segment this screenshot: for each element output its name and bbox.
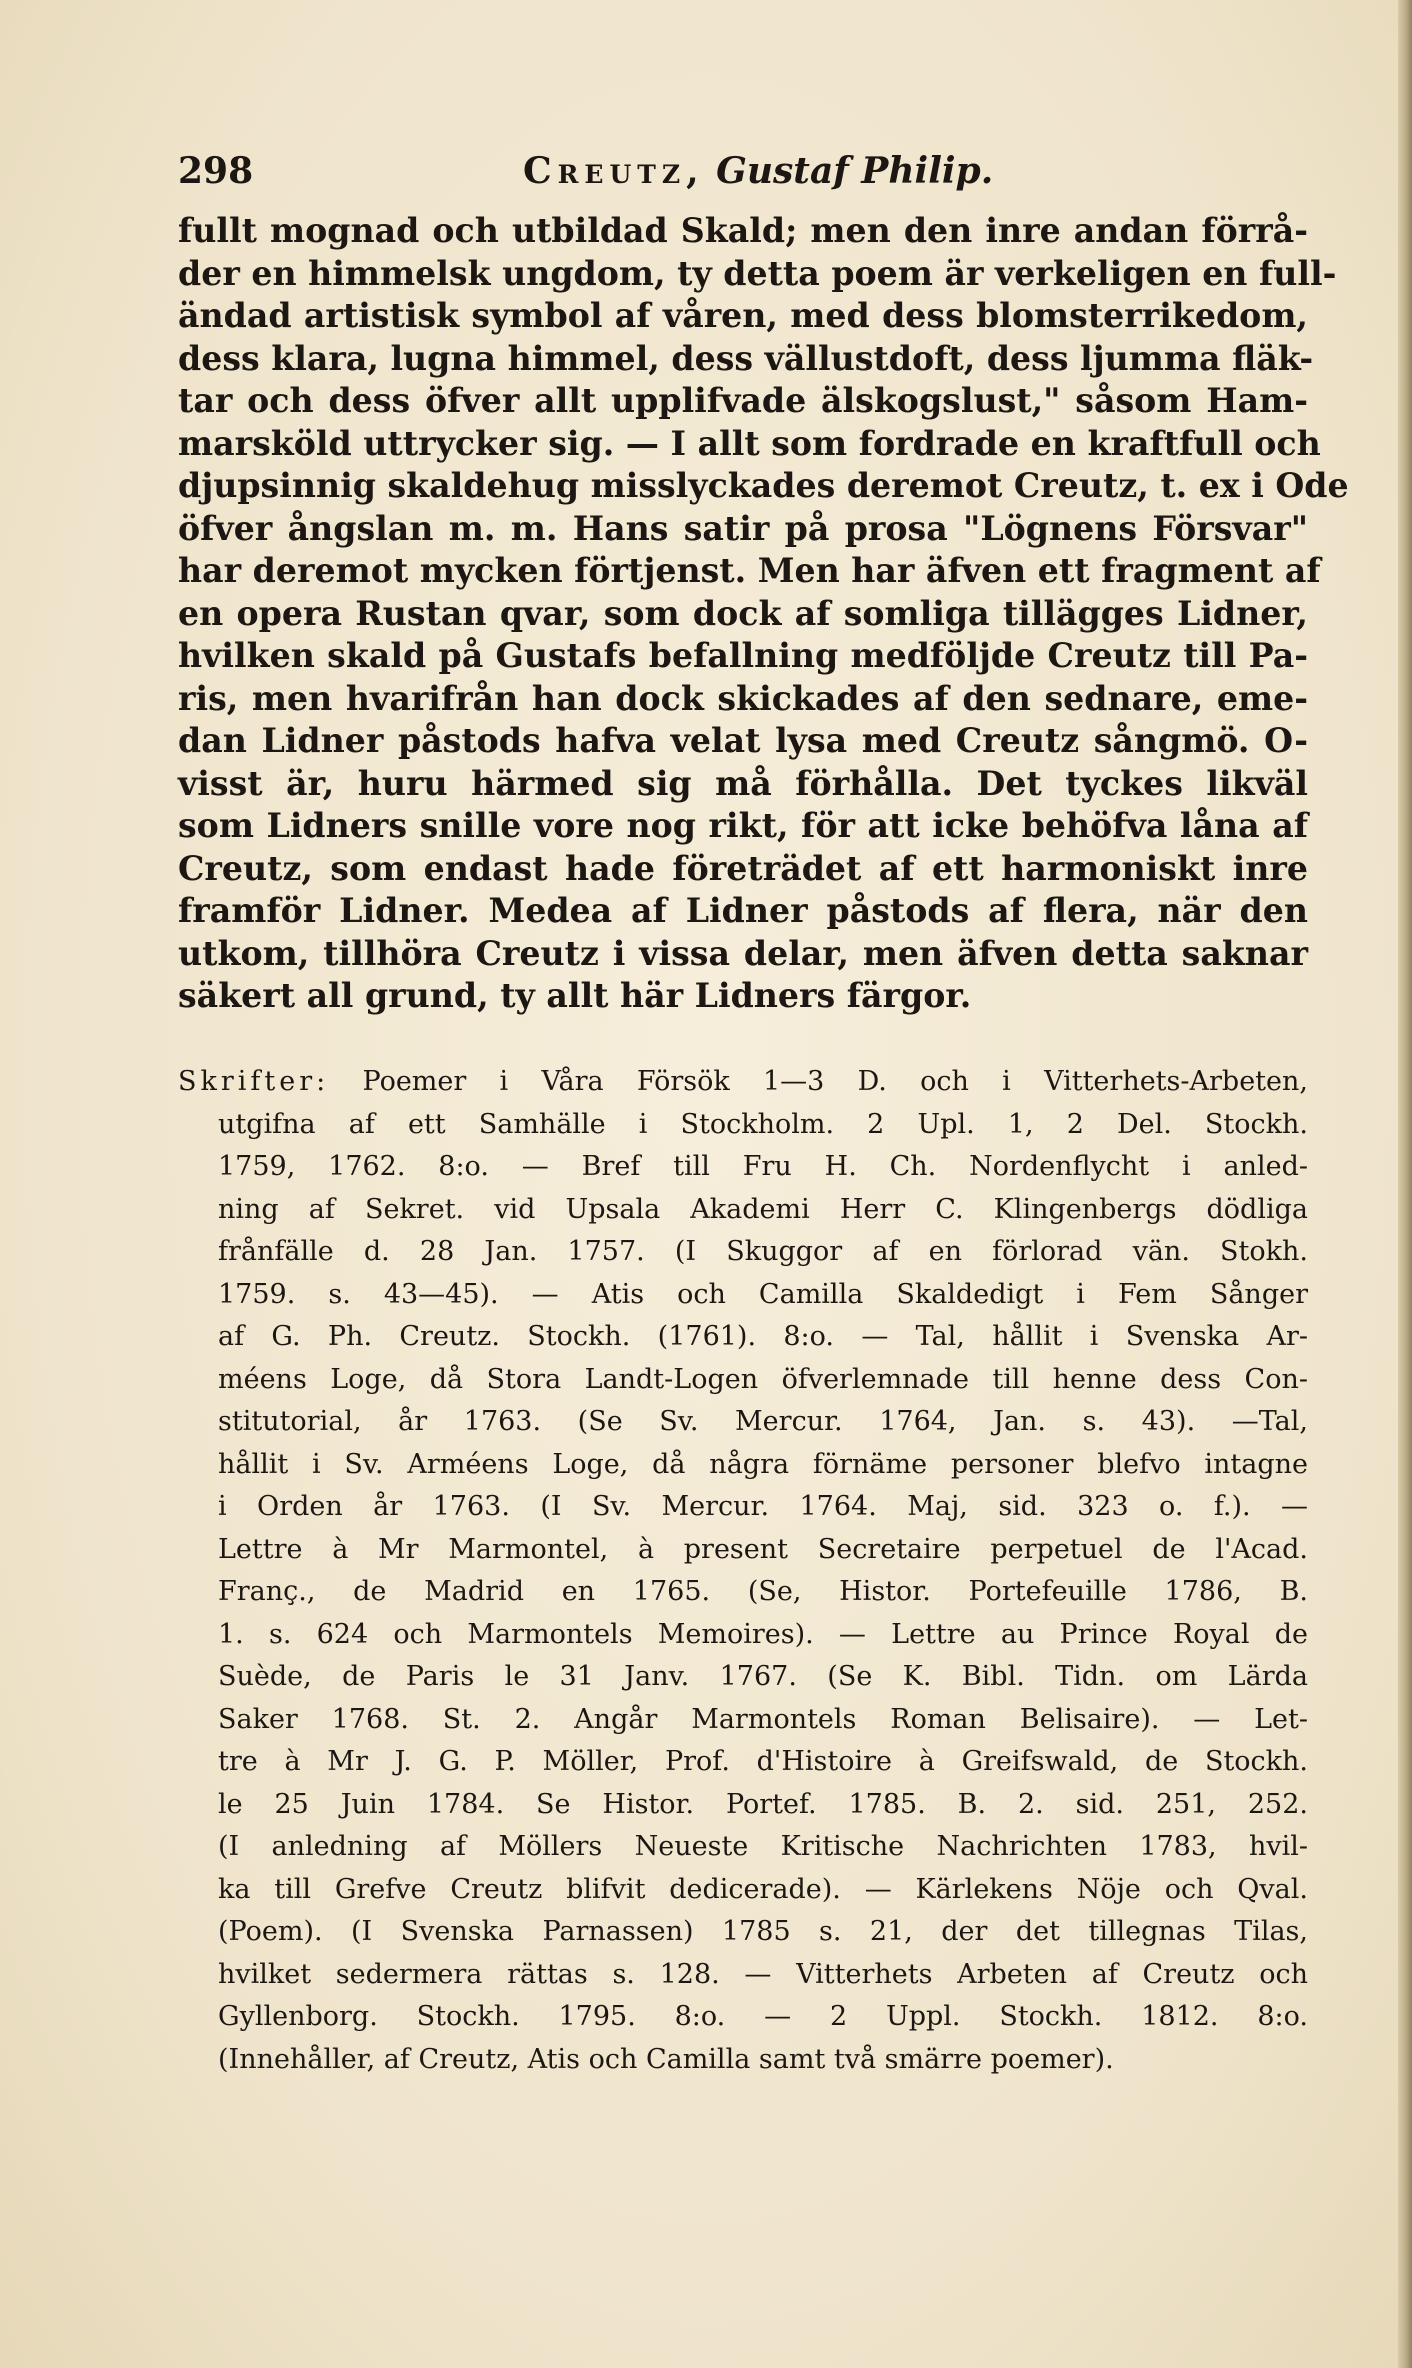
writings-line: tre à Mr J. G. P. Möller, Prof. d'Histoire à Greifswald, de Stockh. [218,1746,1308,1777]
writings-line: hvilket sedermera rättas s. 128. — Vitterhets Arbeten af Creutz och [218,1958,1308,1990]
writings-line: Suède, de Paris le 31 Janv. 1767. (Se K. Bibl. Tidn. om Lärda [218,1661,1308,1692]
text-line: fullt mognad och utbildad Skald; men den inre andan förrå- [178,211,1308,250]
writings-line: ka till Grefve Creutz blifvit dedicerade). — Kärlekens Nöje och Qval. [218,1873,1308,1905]
text-line: säkert all grund, ty allt här Lidners färgor. [178,976,972,1015]
page-number: 298 [178,150,254,192]
text-line: framför Lidner. Medea af Lidner påstods af flera, när den [178,891,1308,930]
writings-line: 1759. s. 43—45). — Atis och Camilla Skaldedigt i Fem Sånger [218,1278,1308,1310]
writings-line: Gyllenborg. Stockh. 1795. 8:o. — 2 Uppl. Stockh. 1812. 8:o. [218,2001,1308,2032]
running-title [523,150,993,192]
writings-label: Skrifter: [178,1066,330,1097]
text-line: dan Lidner påstods hafva velat lysa med Creutz sångmö. O- [178,721,1308,760]
text-line: öfver ångslan m. m. Hans satir på prosa "Lögnens Försvar" [178,508,1308,548]
text-line: som Lidners snille vore nog rikt, för att icke behöfva låna af [178,806,1308,845]
page-edge [1398,0,1412,2368]
writings-line: 1759, 1762. 8:o. — Bref till Fru H. Ch. Nordenflycht i anled- [218,1151,1308,1182]
text-line: utkom, tillhöra Creutz i vissa delar, men äfven detta saknar [178,933,1308,973]
text-line: en opera Rustan qvar, som dock af somliga tillägges Lidner, [178,593,1308,633]
writings-first-line-text: Poemer i Våra Försök 1—3 D. och i Vitterhets-Arbeten, [362,1066,1308,1097]
writings-line: (Innehåller, af Creutz, Atis och Camilla samt två smärre poemer). [218,2043,1114,2075]
writings-line: méens Loge, då Stora Landt-Logen öfverlemnade till henne dess Con- [218,1363,1308,1395]
writings-line: Lettre à Mr Marmontel, à present Secretaire perpetuel de l'Acad. [218,1533,1308,1565]
writings-line: le 25 Juin 1784. Se Histor. Portef. 1785. B. 2. sid. 251, 252. [218,1788,1308,1820]
writings-line: hållit i Sv. Arméens Loge, då några förnäme personer blefvo intagne [218,1448,1308,1480]
writings-line: af G. Ph. Creutz. Stockh. (1761). 8:o. — Tal, hållit i Svenska Ar- [218,1321,1308,1352]
writings-line: frånfälle d. 28 Jan. 1757. (I Skuggor af en förlorad vän. Stokh. [218,1236,1308,1267]
writings-line: stitutorial, år 1763. (Se Sv. Mercur. 1764, Jan. s. 43). —Tal, [218,1406,1308,1437]
text-line: der en himmelsk ungdom, ty detta poem är verkeligen en full- [178,253,1337,293]
writings-line: utgifna af ett Samhälle i Stockholm. 2 Upl. 1, 2 Del. Stockh. [218,1108,1308,1140]
text-line: dess klara, lugna himmel, dess vällustdoft, dess ljumma fläk- [178,338,1314,378]
text-line: har deremot mycken förtjenst. Men har äfven ett fragment af [178,551,1321,590]
text-line: visst är, huru härmed sig må förhålla. Det tyckes likväl [178,763,1308,803]
writings-line: 1. s. 624 och Marmontels Memoires). — Lettre au Prince Royal de [218,1618,1308,1650]
text-line: ris, men hvarifrån han dock skickades af den sednare, eme- [178,678,1308,718]
writings-line: (Poem). (I Svenska Parnassen) 1785 s. 21, der det tillegnas Tilas, [218,1916,1308,1947]
text-line: djupsinnig skaldehug misslyckades deremot Creutz, t. ex i Ode [178,466,1349,505]
writings-line: (I anledning af Möllers Neueste Kritische Nachrichten 1783, hvil- [218,1831,1308,1862]
text-line: ändad artistisk symbol af våren, med dess blomsterrikedom, [178,296,1308,335]
writings-line: Franç., de Madrid en 1765. (Se, Histor. Portefeuille 1786, B. [218,1576,1308,1607]
main-paragraph [178,210,1349,1018]
writings-first-line [178,1061,1308,1104]
running-title-subject: Gustaf Philip. [716,150,994,192]
text-line: tar och dess öfver allt upplifvade älskogslust," såsom Ham- [178,381,1308,420]
writings-line: i Orden år 1763. (I Sv. Mercur. 1764. Maj, sid. 323 o. f.). — [218,1491,1308,1522]
text-line: Creutz, som endast hade företrädet af ett harmoniskt inre [178,848,1308,888]
text-line: hvilken skald på Gustafs befallning medföljde Creutz till Pa- [178,636,1308,675]
writings-line: Saker 1768. St. 2. Angår Marmontels Roman Belisaire). — Let- [218,1703,1308,1735]
writings-section [178,1061,1308,2081]
running-header [178,150,1058,200]
text-line: marsköld uttrycker sig. — I allt som fordrade en kraftfull och [178,423,1321,463]
running-title-author: Creutz, [523,150,705,192]
writings-line: ning af Sekret. vid Upsala Akademi Herr C. Klingenbergs dödliga [218,1193,1308,1225]
